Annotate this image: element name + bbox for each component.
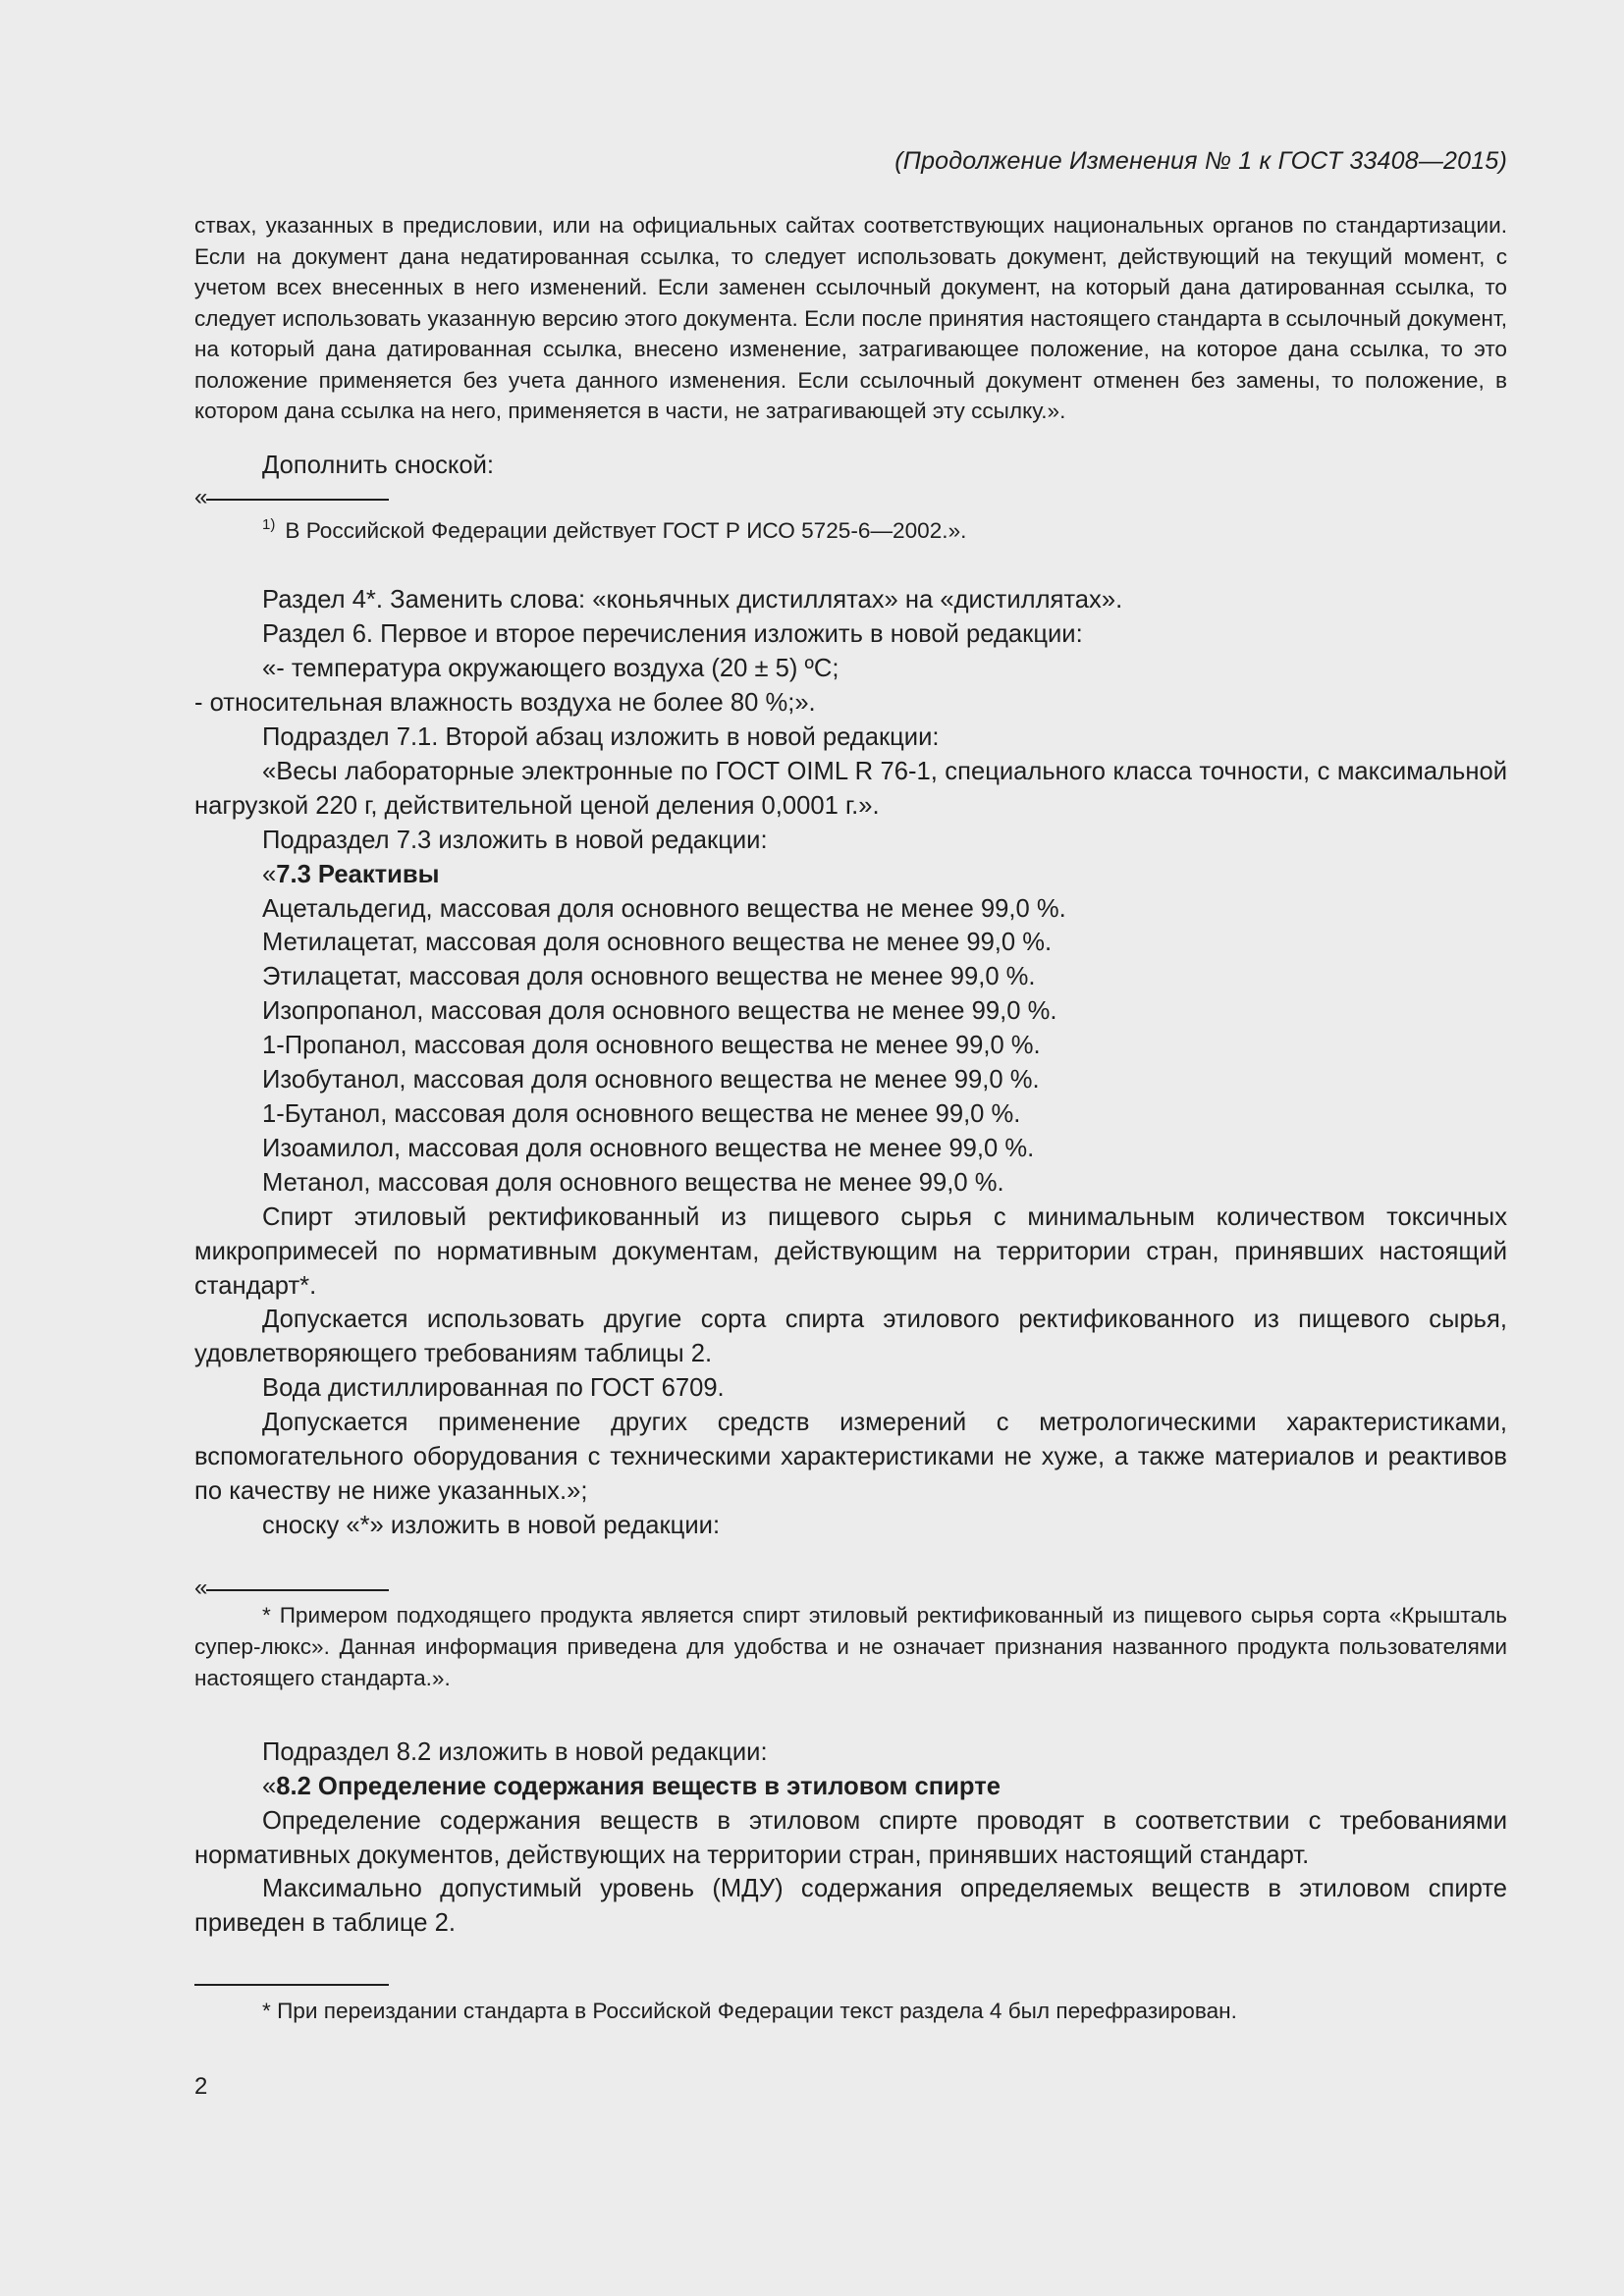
section-82-heading [194,1770,1507,1804]
footnote-1 [194,509,1507,547]
subsection-71-amendment: Подраздел 7.1. Второй абзац изложить в новой редакции: [262,723,940,752]
footnote-rule-2 [206,1589,389,1591]
page-number: 2 [194,2073,208,2100]
equipment-paragraph: Допускается применение других средств измерений с метрологическими характеристиками, вспомогательного оборудования с техническими характеристиками не хуже, а также материалов и реактивов по качеству не ниже указанных.»; [194,1409,1507,1505]
reagent-item: Изопропанол, массовая доля основного вещества не менее 99,0 %. [262,997,1057,1026]
section-73-heading [194,858,1507,892]
reagent-item: Метанол, массовая доля основного вещества не менее 99,0 %. [262,1168,1004,1197]
reagent-item: 1-Пропанол, массовая доля основного вещества не менее 99,0 %. [262,1032,1041,1060]
footnote-separator [194,484,1507,511]
amendment-block-2 [194,1735,1507,1941]
section-4-amendment: Раздел 4*. Заменить слова: «коньячных дистиллятах» на «дистиллятах». [262,586,1123,614]
footnote-1-text: В Российской Федерации действует ГОСТ Р ИСО 5725-6—2002.». [285,518,967,544]
add-footnote-instruction: Дополнить сноской: [262,451,495,479]
reagent-item: Ацетальдегид, массовая доля основного вещества не менее 99,0 %. [262,894,1066,923]
section-6-item-temperature: «- температура окружающего воздуха (20 ± 5) ºС; [262,655,839,683]
section-73-quote: « [262,860,277,888]
water-paragraph: Вода дистиллированная по ГОСТ 6709. [262,1374,725,1403]
section-73-title: 7.3 Реактивы [276,860,440,888]
footnote-1-marker: 1) [262,516,276,534]
section-6-item-humidity: - относительная влажность воздуха не более 80 %;». [194,689,816,718]
ethanol-alternatives-paragraph: Допускается использовать другие сорта спирта этилового ректификованного из пищевого сырья, удовлетворяющего требованиям таблицы 2. [194,1306,1507,1368]
reagent-item: Метилацетат, массовая доля основного вещества не менее 99,0 %. [262,929,1053,957]
page-footnote: * При переиздании стандарта в Российской Федерации текст раздела 4 был перефразирован. [262,1999,1237,2024]
reagent-item: Изоамилол, массовая доля основного вещества не менее 99,0 %. [262,1134,1035,1162]
page-content [194,210,1507,2027]
subsection-73-amendment: Подраздел 7.3 изложить в новой редакции: [262,826,768,854]
footnote-rule [206,499,389,501]
section-82-title: 8.2 Определение содержания веществ в этиловом спирте [276,1772,1001,1800]
section-82-paragraph-2: Максимально допустимый уровень (МДУ) содержания определяемых веществ в этиловом спирте приведен в таблице 2. [194,1875,1507,1938]
page-footnote-rule [194,1984,389,1986]
reagent-item: Изобутанол, массовая доля основного вещества не менее 99,0 %. [262,1066,1040,1095]
subsection-82-amendment: Подраздел 8.2 изложить в новой редакции: [262,1737,768,1766]
reagent-item: Этилацетат, массовая доля основного вещества не менее 99,0 %. [262,963,1036,991]
intro-paragraph: ствах, указанных в предисловии, или на официальных сайтах соответствующих национальных органов по стандартизации. Если на документ дана недатированная ссылка, то следует использовать документ, действующий на текущий момент, с учетом всех внесенных в него изменений. Если заменен ссылочный документ, на который дана датированная ссылка, то следует использовать указанную версию этого документа. Если после принятия настоящего стандарта в ссылочный документ, на который дана датированная ссылка, внесено изменение, затрагивающее положение, на которое дана ссылка, то это положение применяется без учета данного изменения. Если ссылочный документ отменен без замены, то положение, в котором дана ссылка на него, применяется в части, не затрагивающей эту ссылку.». [194,213,1507,423]
running-header: (Продолжение Изменения № 1 к ГОСТ 33408—2015) [894,147,1507,175]
subsection-71-text: «Весы лабораторные электронные по ГОСТ OIML R 76-1, специального класса точности, с максимальной нагрузкой 220 г, действительной ценой деления 0,0001 г.». [194,757,1507,820]
footnote-separator-2 [194,1574,1507,1601]
section-82-paragraph-1: Определение содержания веществ в этиловом спирте проводят в соответствии с требованиями нормативных документов, действующих на территории стран, принявших настоящий стандарт. [194,1806,1507,1869]
ethanol-paragraph: Спирт этиловый ректификованный из пищевого сырья с минимальным количеством токсичных микропримесей по нормативным документам, действующим на территории стран, принявших настоящий стандарт*. [194,1202,1507,1300]
section-6-amendment: Раздел 6. Первое и второе перечисления изложить в новой редакции: [262,620,1083,649]
footnote-open-quote-2: « [194,1574,208,1601]
amendment-block-1 [194,583,1507,1542]
reagent-item: 1-Бутанол, массовая доля основного вещества не менее 99,0 %. [262,1100,1021,1128]
footnote-star-instruction: сноску «*» изложить в новой редакции: [262,1511,721,1539]
section-82-quote: « [262,1772,277,1800]
footnote-star: * Примером подходящего продукта является спирт этиловый ректификованный из пищевого сырья сорта «Крышталь супер-люкс». Данная информация приведена для удобства и не означает признания названного продукта пользователями настоящего стандарта.». [194,1602,1507,1690]
footnote-open-quote: « [194,484,208,511]
